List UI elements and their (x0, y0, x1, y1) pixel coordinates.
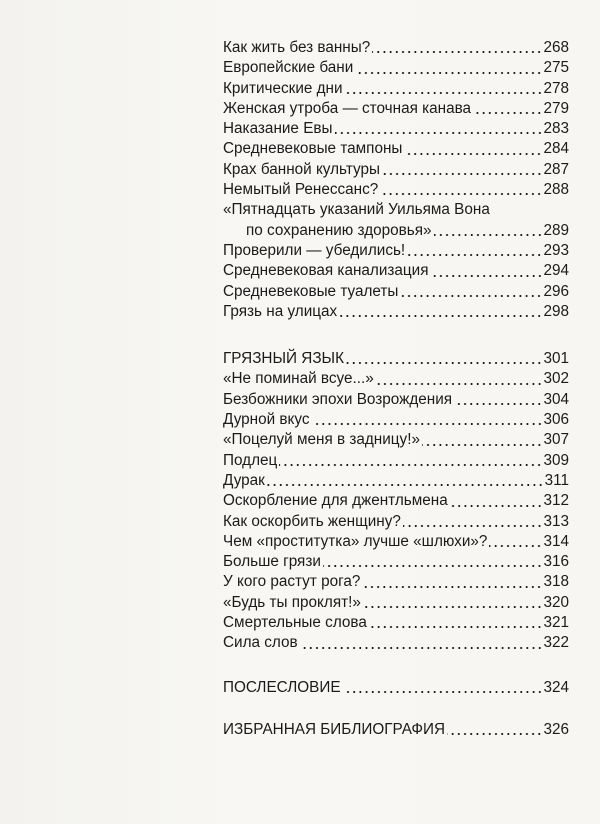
leader-dots (434, 233, 543, 237)
toc-entry-title: «Пятнадцать указаний Уильяма Вона (223, 201, 490, 219)
leader-dots (404, 152, 542, 156)
toc-entry (223, 410, 569, 430)
toc-entry-page: 306 (543, 411, 569, 429)
toc-entry-page: 309 (543, 451, 569, 469)
toc-entry (223, 451, 569, 471)
toc-entry-title: Подлец (223, 451, 278, 469)
toc-entry (223, 491, 569, 511)
leader-dots (454, 402, 542, 406)
leader-dots (407, 253, 542, 257)
leader-dots (363, 605, 543, 609)
toc-entry (223, 261, 569, 281)
section-spacer (223, 322, 569, 349)
toc-entry-page: 279 (543, 99, 569, 117)
leader-dots (312, 422, 543, 426)
toc-entry-title: Дурак (223, 471, 265, 489)
toc-entry-page: 302 (543, 370, 569, 388)
section-spacer (223, 654, 569, 678)
leader-dots (279, 463, 542, 467)
toc-entry-page: 293 (543, 241, 569, 259)
toc-entry (223, 119, 569, 139)
leader-dots (345, 91, 543, 95)
toc-entry-title: Европейские бани (223, 59, 354, 77)
toc-section-heading (223, 349, 569, 369)
toc-entry-title-continued: по сохранению здоровья» (246, 221, 432, 239)
toc-entry-title: Немытый Ренессанс? (223, 181, 379, 199)
toc-entry-page: 294 (543, 262, 569, 280)
leader-dots (343, 690, 543, 694)
toc-entry-title: Грязь на улицах (223, 302, 338, 320)
leader-dots (362, 585, 542, 589)
leader-dots (369, 625, 543, 629)
toc-entry-title: Средневековая канализация (223, 262, 429, 280)
toc-entry (223, 241, 569, 261)
toc-entry (223, 160, 569, 180)
toc-entry-title: Критические дни (223, 79, 343, 97)
toc-entry-title: Как оскорбить женщину? (223, 512, 401, 530)
toc-entry-page: 298 (543, 302, 569, 320)
toc-entry-title: Чем «проститутка» лучше «шлюхи»? (223, 532, 488, 550)
toc-entry-page: 284 (543, 140, 569, 158)
toc-entry-page: 320 (543, 593, 569, 611)
toc-entry-title: Оскорбление для джентльмена (223, 492, 448, 510)
table-of-contents (223, 38, 569, 740)
toc-entry-title: Сила слов (223, 634, 298, 652)
toc-entry-title: «Будь ты проклят!» (223, 593, 361, 611)
toc-bibliography (223, 720, 569, 740)
toc-entry (223, 613, 569, 633)
afterword-page: 324 (543, 678, 569, 696)
leader-dots (382, 172, 542, 176)
toc-entry (223, 302, 569, 322)
toc-entry-page: 311 (544, 471, 569, 489)
toc-entry-page: 283 (543, 120, 569, 138)
leader-dots (355, 71, 542, 75)
toc-entry-page: 313 (543, 512, 569, 530)
leader-dots (376, 382, 543, 386)
toc-entry-title: Средневековые туалеты (223, 282, 399, 300)
toc-entry-title: Женская утроба — сточная канава (223, 99, 472, 117)
toc-entry (223, 58, 569, 78)
toc-entry (223, 593, 569, 613)
toc-entry (223, 180, 569, 200)
toc-entry (223, 38, 569, 58)
toc-entry (223, 471, 569, 491)
leader-dots (489, 544, 542, 548)
toc-entry (223, 633, 569, 653)
leader-dots (300, 646, 543, 650)
toc-entry-page: 322 (543, 634, 569, 652)
leader-dots (447, 732, 542, 736)
toc-entry-title: Больше грязи (223, 553, 321, 571)
toc-entry-title: Смертельные слова (223, 614, 367, 632)
toc-entry-title: Проверили — убедились! (223, 241, 406, 259)
toc-entry-title: Дурной вкус (223, 411, 310, 429)
toc-entry-title: Наказание Евы (223, 120, 333, 138)
toc-entry (223, 512, 569, 532)
toc-entry (223, 99, 569, 119)
section-heading-title: ГРЯЗНЫЙ ЯЗЫК (223, 350, 345, 368)
leader-dots (346, 361, 542, 365)
toc-entry-continuation (223, 221, 569, 241)
bibliography-title: ИЗБРАННАЯ БИБЛИОГРАФИЯ (223, 720, 446, 738)
toc-entry-page: 288 (543, 181, 569, 199)
leader-dots (403, 524, 543, 528)
toc-entry-title: Как жить без ванны? (223, 39, 371, 56)
toc-entry-page: 296 (543, 282, 569, 300)
toc-entry (223, 532, 569, 552)
toc-entry (223, 369, 569, 389)
leader-dots (323, 564, 543, 568)
toc-entry-page: 289 (543, 221, 569, 239)
toc-entry (223, 79, 569, 99)
toc-entry-page: 316 (543, 553, 569, 571)
leader-dots (473, 111, 542, 115)
afterword-title: ПОСЛЕСЛОВИЕ (223, 678, 341, 696)
section-heading-page: 301 (543, 350, 569, 368)
toc-entry-page: 314 (543, 532, 569, 550)
toc-entry-title: Безбожники эпохи Возрождения (223, 390, 453, 408)
leader-dots (267, 483, 544, 487)
bibliography-page: 326 (543, 720, 569, 738)
toc-entry (223, 390, 569, 410)
toc-entry (223, 282, 569, 302)
toc-entry (223, 552, 569, 572)
toc-entry-title: Средневековые тампоны (223, 140, 403, 158)
toc-entry-page: 318 (543, 573, 569, 591)
toc-entry-page: 304 (543, 390, 569, 408)
toc-entry-title: У кого растут рога? (223, 573, 361, 591)
toc-entry (223, 200, 569, 241)
toc-entry-page: 268 (543, 39, 569, 56)
leader-dots (335, 131, 543, 135)
toc-entry-page: 287 (543, 160, 569, 178)
toc-entry-page: 275 (543, 59, 569, 77)
toc-entry-page: 307 (543, 431, 569, 449)
leader-dots (450, 504, 543, 508)
toc-afterword (223, 678, 569, 698)
section-spacer (223, 698, 569, 720)
toc-entry-page: 321 (543, 614, 569, 632)
toc-entry-page: 312 (543, 492, 569, 510)
toc-entry-title: Крах банной культуры (223, 160, 380, 178)
leader-dots (380, 192, 542, 196)
toc-entry-page: 278 (543, 79, 569, 97)
leader-dots (339, 314, 542, 318)
leader-dots (372, 50, 542, 54)
toc-entry (223, 139, 569, 159)
leader-dots (400, 294, 542, 298)
leader-dots (431, 274, 543, 278)
toc-entry (223, 572, 569, 592)
toc-entry (223, 430, 569, 450)
toc-entry-title: «Не поминай всуе...» (223, 370, 374, 388)
leader-dots (422, 443, 543, 447)
toc-entry-title: «Поцелуй меня в задницу!» (223, 431, 420, 449)
